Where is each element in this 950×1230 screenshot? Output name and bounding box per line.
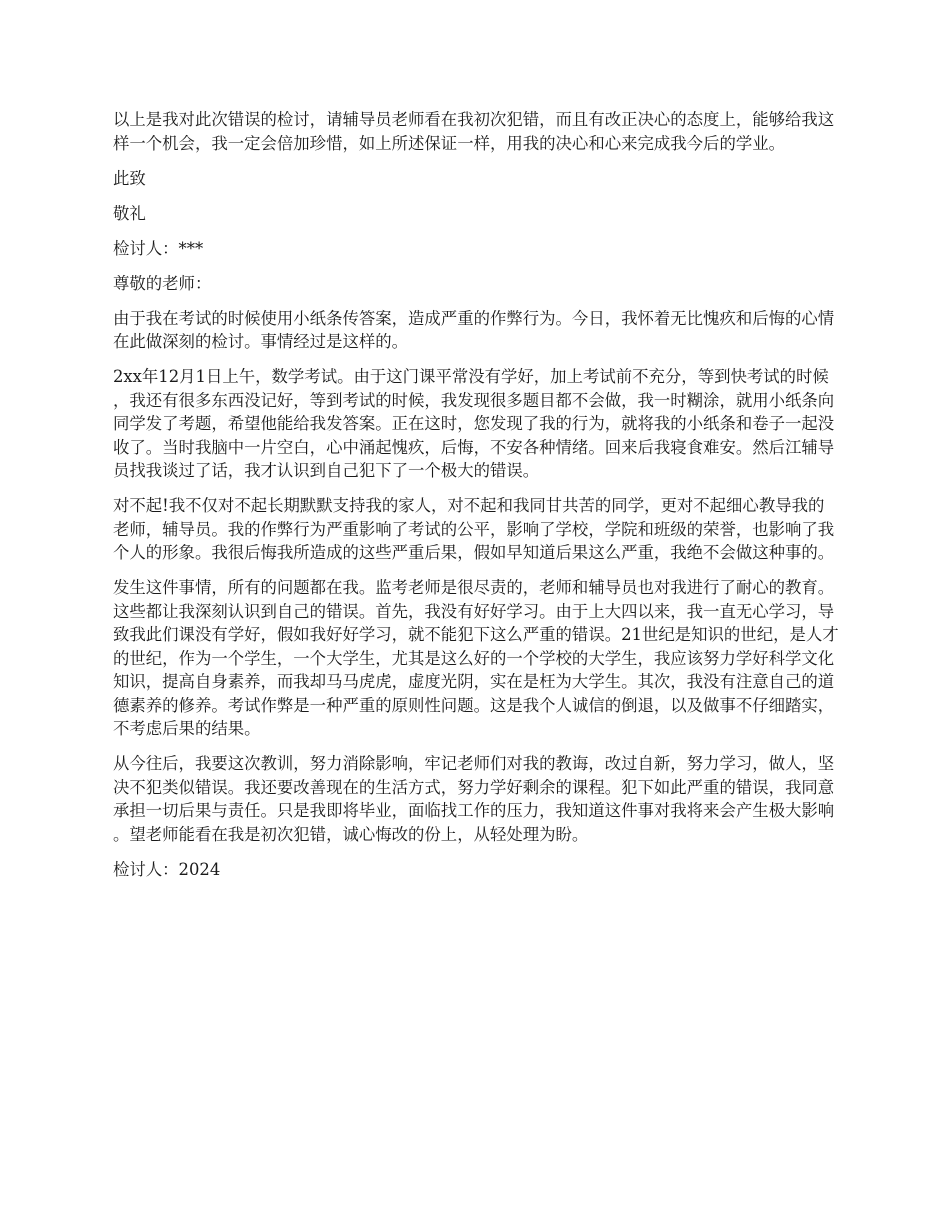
- paragraph-reflection: 发生这件事情，所有的问题都在我。监考老师是很尽责的，老师和辅导员也对我进行了耐心的教育。这些都让我深刻认识到自己的错误。首先，我没有好好学习。由于上大四以来，我一直无心学习，导致我此们课没有学好，假如我好好学习，就不能犯下这么严重的错误。21世纪是知识的世纪，是人才的世纪，作为一个学生，一个大学生，尤其是这么好的一个学校的大学生，我应该努力学好科学文化知识，提高自身素养，而我却马马虎虎，虚度光阴，实在是枉为大学生。其次，我没有注意自己的道德素养的修养。考试作弊是一种严重的原则性问题。这是我个人诚信的倒退，以及做事不仔细踏实，不考虑后果的结果。: [113, 578, 839, 738]
- paragraph-closing-statement: 以上是我对此次错误的检讨，请辅导员老师看在我初次犯错，而且有改正决心的态度上，能够给我这样一个机会，我一定会倍加珍惜，如上所述保证一样，用我的决心和心来完成我今后的学业。: [113, 110, 835, 153]
- paragraph-commitment: 从今往后，我要这次教训，努力消除影响，牢记老师们对我的教诲，改过自新，努力学习，做人，坚决不犯类似错误。我还要改善现在的生活方式，努力学好剩余的课程。犯下如此严重的错误，我同意承担一切后果与责任。只是我即将毕业，面临找工作的压力，我知道这件事对我将来会产生极大影响。望老师能看在我是初次犯错，诚心悔改的份上，从轻处理为盼。: [113, 754, 835, 844]
- signature-line-2: 检讨人：2024: [113, 859, 221, 879]
- salutation-jingli: 敬礼: [113, 203, 146, 223]
- salutation-cizhi: 此致: [113, 168, 146, 188]
- paragraph-intro: 由于我在考试的时候使用小纸条传答案，造成严重的作弊行为。今日，我怀着无比愧疚和后悔的心情在此做深刻的检讨。事情经过是这样的。: [113, 308, 835, 351]
- document-body: [113, 108, 840, 893]
- greeting-line: 尊敬的老师：: [113, 273, 212, 293]
- paragraph-incident: 2xx年12月1日上午，数学考试。由于这门课平常没有学好，加上考试前不充分，等到快考试的时候，我还有很多东西没记好，等到考试的时候，我发现很多题目都不会做，我一时糊涂，就用小纸条向同学发了考题，希望他能给我发答案。正在这时，您发现了我的行为，就将我的小纸条和卷子一起没收了。当时我脑中一片空白，心中涌起愧疚，后悔，不安各种情绪。回来后我寝食难安。然后江辅导员找我谈过了话，我才认识到自己犯下了一个极大的错误。: [113, 367, 835, 480]
- signature-line-1: 检讨人：***: [113, 238, 204, 258]
- paragraph-apology: 对不起!我不仅对不起长期默默支持我的家人，对不起和我同甘共苦的同学，更对不起细心教导我的老师，辅导员。我的作弊行为严重影响了考试的公平，影响了学校，学院和班级的荣誉，也影响了我个人的形象。我很后悔我所造成的这些严重后果，假如早知道后果这么严重，我绝不会做这种事的。: [113, 496, 835, 562]
